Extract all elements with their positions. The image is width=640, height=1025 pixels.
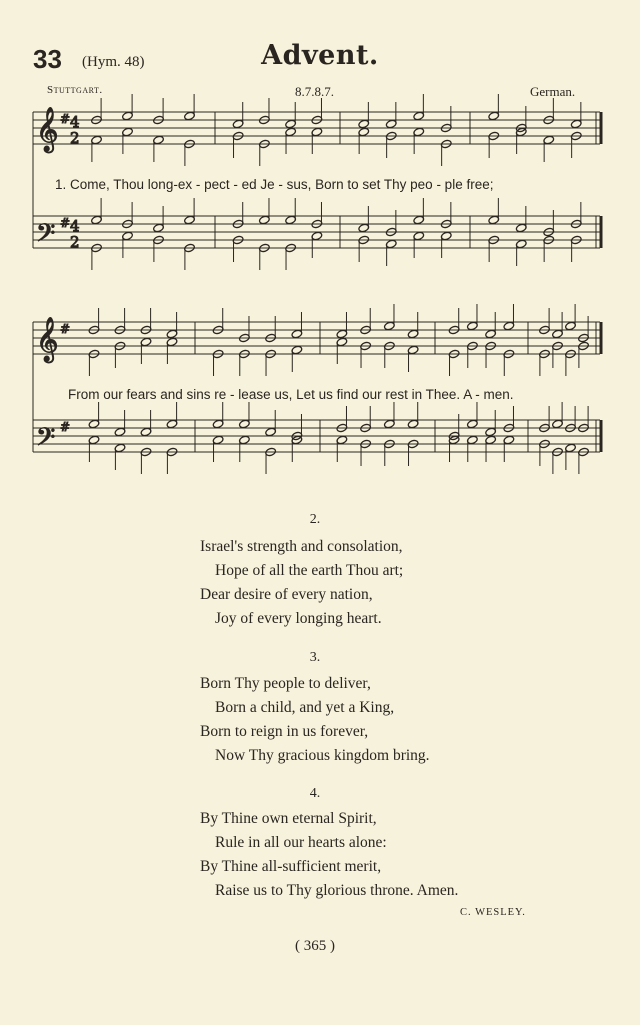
- verse-line: Hope of all the earth Thou art;: [215, 562, 404, 579]
- author: C. WESLEY.: [460, 907, 526, 918]
- meter: 8.7.8.7.: [295, 84, 334, 99]
- music-score: [0, 0, 640, 500]
- hymn-reference: (Hym. 48): [82, 54, 145, 70]
- svg-text:#: #: [60, 420, 71, 434]
- svg-text:#: #: [60, 322, 71, 336]
- verse-line: Dear desire of every nation,: [200, 586, 373, 603]
- svg-text:𝄞: 𝄞: [36, 107, 59, 151]
- svg-text:#: #: [60, 112, 71, 126]
- verse-line: Born to reign in us forever,: [200, 723, 369, 740]
- hymn-title: Advent.: [261, 40, 379, 71]
- verse-line: Raise us to Thy glorious throne. Amen.: [215, 882, 459, 899]
- verse-line: Israel's strength and consolation,: [200, 538, 403, 555]
- tune-origin: German.: [530, 84, 576, 99]
- svg-text:4: 4: [70, 113, 80, 131]
- verse-line: Born a child, and yet a King,: [215, 699, 395, 716]
- verse-number: 2.: [309, 512, 321, 527]
- verse-line: Born Thy people to deliver,: [200, 675, 371, 692]
- tune-name: Stuttgart.: [47, 84, 103, 96]
- svg-text:𝄢: 𝄢: [36, 423, 56, 458]
- verse-line: By Thine own eternal Spirit,: [200, 810, 377, 827]
- svg-text:4: 4: [70, 217, 80, 235]
- verse-number: 3.: [309, 650, 321, 665]
- verse-line: By Thine all-sufficient merit,: [200, 858, 382, 875]
- lyrics-line-1: 1. Come, Thou long-ex - pect - ed Je - sus, Born to set Thy peo - ple free;: [55, 177, 494, 192]
- svg-text:#: #: [60, 216, 71, 230]
- svg-text:𝄞: 𝄞: [36, 317, 59, 361]
- verse-line: Rule in all our hearts alone:: [215, 834, 387, 851]
- svg-text:2: 2: [70, 129, 80, 147]
- svg-text:2: 2: [70, 233, 80, 251]
- page-number: ( 365 ): [295, 938, 335, 954]
- verse-number: 4.: [309, 786, 321, 801]
- verse-line: Joy of every longing heart.: [215, 610, 382, 627]
- svg-text:𝄢: 𝄢: [36, 219, 56, 254]
- hymn-number: 33: [33, 44, 62, 74]
- lyrics-line-2: From our fears and sins re - lease us, Let us find our rest in Thee. A - men.: [68, 387, 514, 402]
- verse-line: Now Thy gracious kingdom bring.: [215, 747, 430, 764]
